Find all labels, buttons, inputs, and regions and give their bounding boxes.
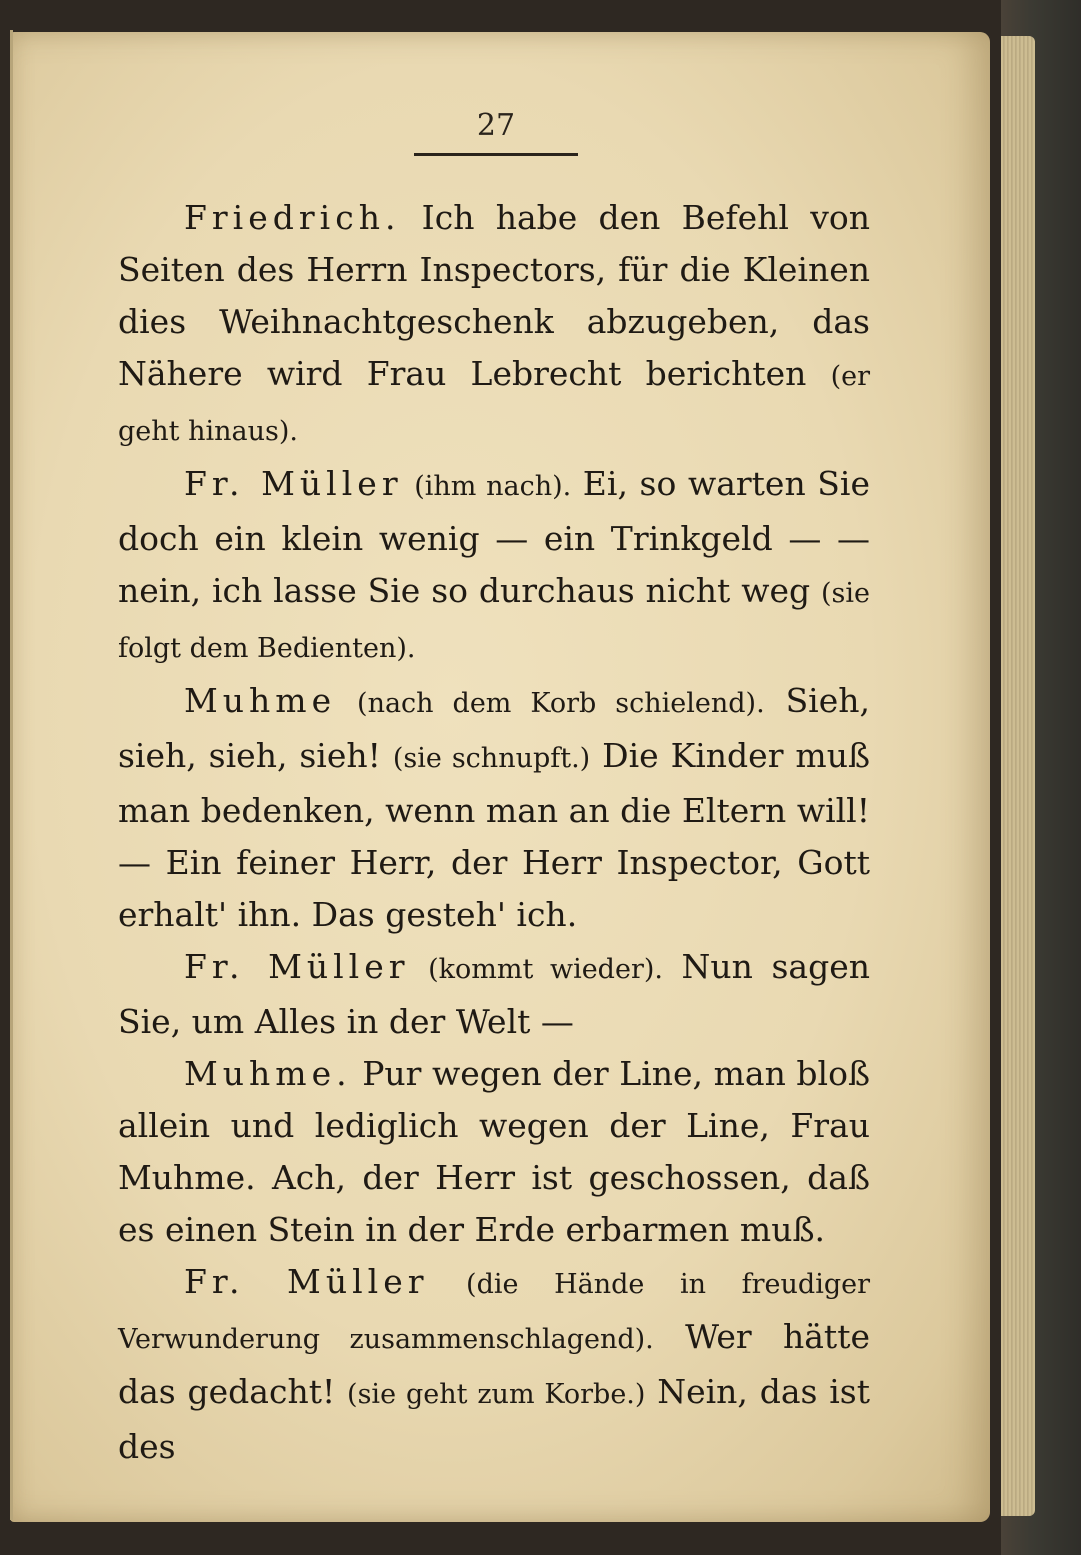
paragraph <box>118 1048 870 1256</box>
dialogue-text: Pur wegen der Line, man bloß allein und lediglich wegen der Line, Frau Muhme. Ach, der Herr ist geschossen, daß es einen Stein in der Erde erbarmen muß. <box>118 1054 870 1249</box>
speaker-name: Muhme. <box>184 1054 352 1093</box>
paragraph <box>118 941 870 1048</box>
dialogue-text <box>403 464 415 503</box>
dialogue-text: Ich habe den Befehl von Seiten des Herrn Inspectors, für die Kleinen dies Weihnachtgeschenk abzugeben, das Nähere wird Frau Lebrecht berichten <box>118 198 870 393</box>
dialogue-text: Wer hätte das gedacht! <box>118 1317 870 1411</box>
body-text <box>118 192 870 1473</box>
paragraph <box>118 458 870 675</box>
stage-direction: (ihm nach). <box>414 471 572 502</box>
stage-direction: (er geht hinaus). <box>118 361 870 447</box>
stage-direction: (sie folgt dem Bedienten). <box>118 578 870 664</box>
stage-direction: (sie schnupft.) <box>392 743 591 774</box>
page-number-rule <box>414 153 578 156</box>
dialogue-text <box>429 1262 467 1301</box>
dialogue-text <box>336 681 357 720</box>
stage-direction: (die Hände in freudiger Verwunderung zusammenschlagend). <box>118 1269 870 1355</box>
paragraph <box>118 1256 870 1473</box>
gutter-line <box>10 30 13 1520</box>
paragraph <box>118 192 870 458</box>
speaker-name: Fr. Müller <box>184 947 410 986</box>
stage-direction: (kommt wieder). <box>428 954 663 985</box>
page-number: 27 <box>476 108 516 143</box>
dialogue-text: Die Kinder muß man bedenken, wenn man an die Eltern will! — Ein feiner Herr, der Herr Inspector, Gott erhalt' ihn. Das gesteh' ich. <box>118 736 870 934</box>
speaker-name: Fr. Müller <box>184 464 403 503</box>
dialogue-text: Ei, so warten Sie doch ein klein wenig — ein Trinkgeld — — nein, ich lasse Sie so durchaus nicht weg <box>118 464 871 610</box>
stage-direction: (sie geht zum Korbe.) <box>347 1379 646 1410</box>
dialogue-text: Nun sagen Sie, um Alles in der Welt — <box>118 947 870 1041</box>
dialogue-text: Sieh, sieh, sieh, sieh! <box>118 681 870 775</box>
speaker-name: Friedrich. <box>184 198 401 237</box>
stage-direction: (nach dem Korb schielend). <box>357 688 765 719</box>
speaker-name: Muhme <box>184 681 337 720</box>
paragraph <box>118 675 870 941</box>
dialogue-text <box>410 947 429 986</box>
page-edges <box>1001 36 1035 1516</box>
speaker-name: Fr. Müller <box>184 1262 429 1301</box>
dialogue-text: Nein, das ist des <box>118 1372 870 1466</box>
